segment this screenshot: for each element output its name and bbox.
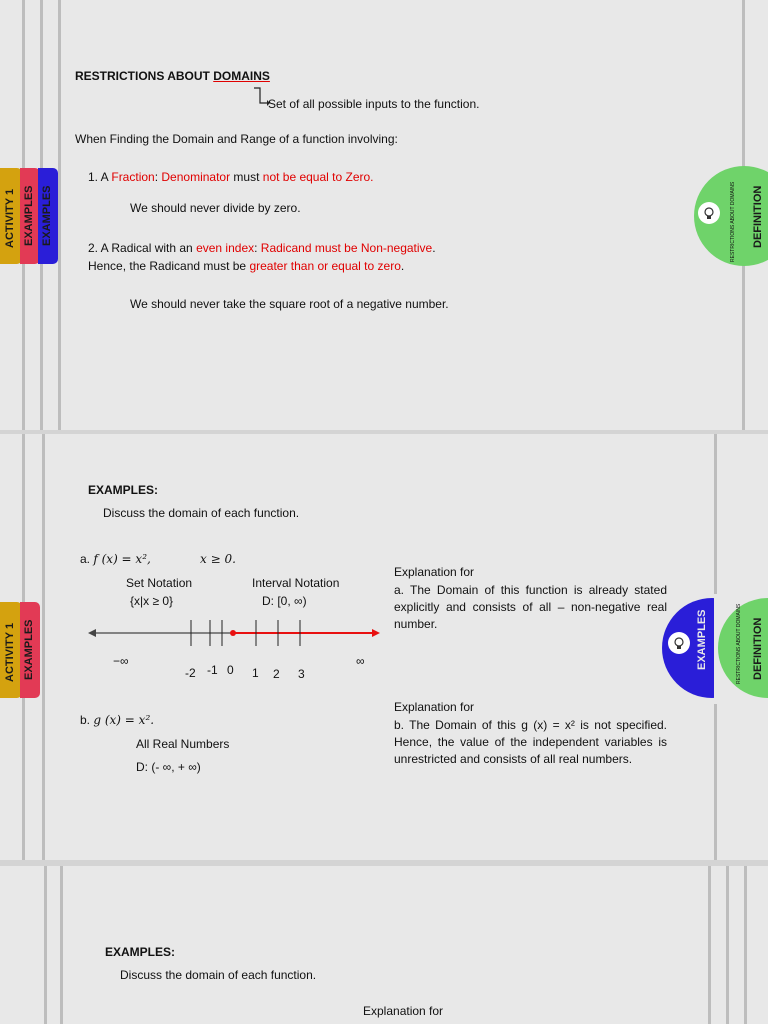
number-line [88,620,388,650]
neg-infinity: −∞ [113,654,129,668]
text: b. [80,713,91,727]
set-notation-value: {x|x ≥ 0} [130,594,174,608]
definition-label: DEFINITION [752,185,764,248]
interval-notation-label: Interval Notation [252,576,340,590]
bulb-icon [698,202,720,224]
explanation-b: b. The Domain of this g (x) = x² is not specified. Hence, the value of the independent variables is unrestricted and consists of all real numbers. [394,718,667,766]
slide-edge [744,866,747,1024]
examples-instructions: Discuss the domain of each function. [120,968,317,982]
slide-edge [42,434,45,860]
rule-radical [88,241,436,255]
tick-label: 3 [298,667,305,681]
tab-label: ACTIVITY 1 [4,622,16,682]
slide-edge [44,866,47,1024]
tick-label: 2 [273,667,280,681]
rule-fraction [88,170,374,184]
slide-edge [58,0,61,430]
math: g (x) = x². [93,713,155,727]
example-a-condition: x ≥ 0. [200,552,236,566]
tab-label: EXAMPLES [23,619,35,680]
slide-edge [60,866,63,1024]
text: . [432,241,436,255]
examples-label: EXAMPLES [696,609,708,670]
examples-heading: EXAMPLES: [105,945,176,959]
tick-label: -1 [207,663,218,677]
bulb-icon [668,632,690,654]
explanation-a: a. The Domain of this function is already stated explicitly and consists of all – non-negative real number. [394,583,667,631]
definition-small-label: RESTRICTIONS ABOUT DOMAINS [730,181,736,262]
text: a. [80,552,91,566]
intro-text: When Finding the Domain and Range of a function involving: [75,132,398,146]
right-arrow-icon [372,629,380,637]
pos-infinity: ∞ [356,654,365,668]
text: Fraction [111,170,155,184]
rule-radical-note: We should never take the square root of a negative number. [130,297,449,311]
tick-label: 1 [252,666,259,680]
examples-instructions: Discuss the domain of each function. [103,506,300,520]
text: even index [196,241,255,255]
start-point [230,630,236,636]
title-part: RESTRICTIONS ABOUT [75,69,214,83]
text: Radicand must be Non-negative [260,241,433,255]
text: greater than or equal to zero [249,259,401,273]
explanation-title: Explanation for [363,1004,444,1018]
tab-examples[interactable] [20,602,40,698]
example-b-function [80,713,154,727]
slide-examples-2 [0,866,768,1024]
text: Hence, the Radicand must be [88,259,250,273]
tab-examples[interactable] [38,168,58,264]
tab-examples[interactable] [20,168,40,264]
tab-label: EXAMPLES [23,185,35,246]
text: : [154,170,162,184]
rule-fraction-note: We should never divide by zero. [130,201,301,215]
text: : [254,241,261,255]
text: 1. A [88,170,112,184]
definition-small-label: RESTRICTIONS ABOUT DOMAINS [736,603,742,684]
tick-label: -2 [185,666,196,680]
example-a-function [80,552,151,566]
interval-notation-value: D: [0, ∞) [262,594,307,608]
all-real-numbers: All Real Numbers [136,737,230,751]
tick-label: 0 [227,663,234,677]
title-domains: DOMAINS [213,69,270,83]
tab-activity-1[interactable] [0,168,22,264]
tab-activity-1[interactable] [0,602,22,698]
domain-definition: Set of all possible inputs to the function. [268,97,480,111]
text: . [400,259,405,273]
text: 2. A Radical with an [88,241,197,255]
rule-radical-line2 [88,259,404,273]
explanation-a-title: Explanation for [394,565,475,579]
page-title [75,69,270,83]
slide-restrictions [0,0,768,430]
text: must [230,170,263,184]
tab-label: EXAMPLES [41,185,53,246]
text: not be equal to Zero. [262,170,374,184]
definition-label: DEFINITION [752,617,764,680]
example-b-domain: D: (- ∞, + ∞) [136,760,201,774]
set-notation-label: Set Notation [126,576,193,590]
examples-heading: EXAMPLES: [88,483,159,497]
math: f (x) = x², [93,552,151,566]
tab-label: ACTIVITY 1 [4,188,16,248]
left-arrow-icon [88,629,96,637]
text: Denominator [161,170,231,184]
explanation-b-title: Explanation for [394,700,475,714]
slide-edge [726,866,729,1024]
slide-examples [0,434,768,860]
slide-edge [708,866,711,1024]
